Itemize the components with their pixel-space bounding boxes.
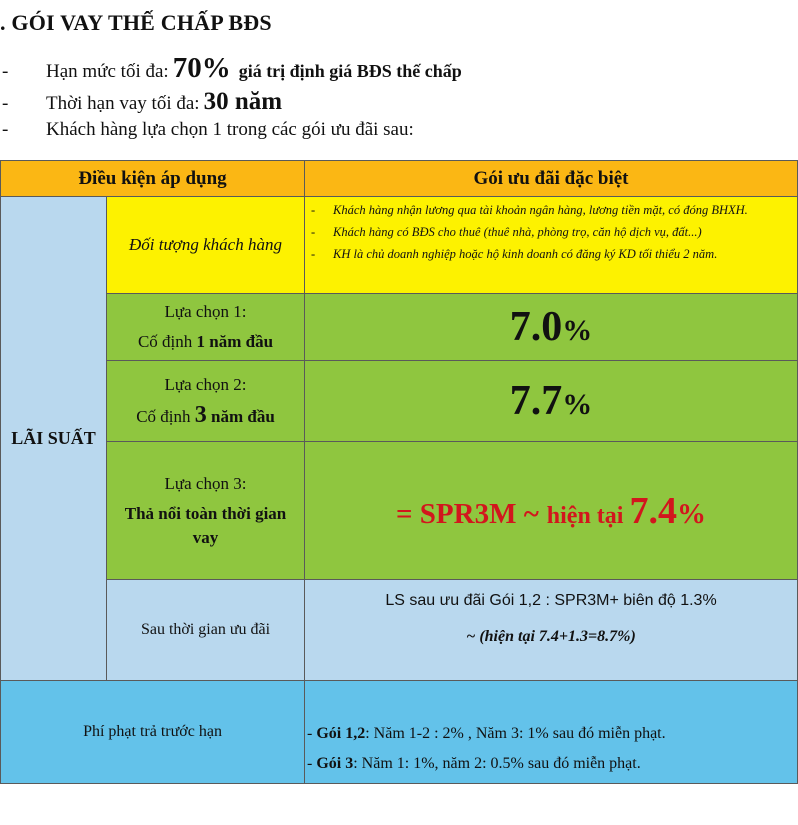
interest-rate-label: LÃI SUẤT <box>0 196 107 681</box>
max-limit-label: Hạn mức tối đa: <box>46 61 169 82</box>
option-1-label: Lựa chọn 1: Cố định 1 năm đầu <box>106 293 305 361</box>
option-2-label: Lựa chọn 2: Cố định 3 năm đầu <box>106 360 305 442</box>
bullet-dash: - <box>2 93 9 114</box>
condition-item: - Khách hàng có BĐS cho thuê (thuê nhà, phòng trọ, căn hộ dịch vụ, đất...) <box>311 225 702 239</box>
col-package-header: Gói ưu đãi đặc biệt <box>304 160 798 197</box>
max-term-label: Thời hạn vay tối đa: <box>46 93 200 114</box>
after-promo-rate: LS sau ưu đãi Gói 1,2 : SPR3M+ biên độ 1.3% ~ (hiện tại 7.4+1.3=8.7%) <box>304 579 798 681</box>
customer-target-label: Đối tượng khách hàng <box>106 196 305 294</box>
max-limit-value: 70% <box>172 52 231 84</box>
option-3-label: Lựa chọn 3: Thả nổi toàn thời gian vay <box>106 441 305 580</box>
max-limit-desc: giá trị định giá BĐS thế chấp <box>238 61 462 81</box>
option-2-rate: 7.7% <box>304 360 798 442</box>
choose-line <box>0 119 414 141</box>
penalty-label: Phí phạt trả trước hạn <box>0 680 305 784</box>
option-1-rate: 7.0% <box>304 293 798 361</box>
bullet-dash: - <box>2 61 9 82</box>
bullet-dash: - <box>2 119 9 140</box>
option-3-rate: = SPR3M ~ hiện tại 7.4 % <box>304 441 798 580</box>
max-term-line <box>0 88 286 116</box>
choose-text: Khách hàng lựa chọn 1 trong các gói ưu đãi sau: <box>46 119 414 140</box>
page-title: . GÓI VAY THẾ CHẤP BĐS <box>0 10 272 35</box>
penalty-item: - Gói 1,2: Năm 1-2 : 2% , Năm 3: 1% sau đó miễn phạt. <box>307 725 666 742</box>
customer-conditions <box>304 196 798 294</box>
col-condition-header: Điều kiện áp dụng <box>0 160 305 197</box>
max-limit-line <box>0 52 462 85</box>
penalty-item: - Gói 3: Năm 1: 1%, năm 2: 0.5% sau đó miễn phạt. <box>307 755 641 772</box>
condition-item: - Khách hàng nhận lương qua tài khoản ngân hàng, lương tiền mặt, có đóng BHXH. <box>311 203 748 217</box>
penalty-details <box>304 680 798 784</box>
condition-item: - KH là chủ doanh nghiệp hoặc hộ kinh doanh có đăng ký KD tối thiểu 2 năm. <box>311 247 718 261</box>
max-term-value: 30 năm <box>203 88 283 115</box>
after-promo-label: Sau thời gian ưu đãi <box>106 579 305 681</box>
